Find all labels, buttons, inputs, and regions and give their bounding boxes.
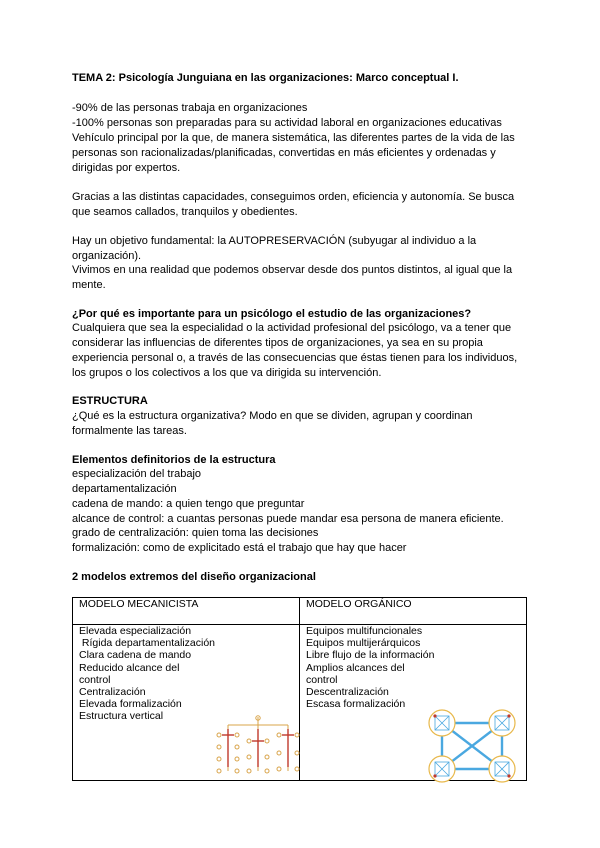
capacidades-line: Gracias a las distintas capacidades, conseguimos orden, eficiencia y autonomía. Se busca <box>72 191 515 203</box>
capacidades-line: que seamos callados, tranquilos y obedientes. <box>72 206 298 218</box>
organico-item: Equipos multifuncionales <box>306 625 423 637</box>
mecanicista-item: Estructura vertical <box>79 710 164 723</box>
elemento-item: grado de centralización: quien toma las decisiones <box>72 527 319 539</box>
section-heading-pregunta: ¿Por qué es importante para un psicólogo el estudio de las organizaciones? <box>72 308 472 320</box>
organico-header: MODELO ORGÁNICO <box>300 598 527 625</box>
intro-line: personas son racionalizadas/planificadas, convertidas en más eficientes y ordenadas y <box>72 147 496 159</box>
organico-item: control <box>306 673 338 686</box>
estructura-line: formalmente las tareas. <box>72 425 187 437</box>
organico-item: Escasa formalización <box>306 698 406 711</box>
objetivo-line: mente. <box>72 279 106 291</box>
mecanicista-item: Centralización <box>79 686 146 699</box>
pregunta-line: los grupos o los colectivos a los que va dirigida su intervención. <box>72 367 382 379</box>
mecanicista-item: Reducido alcance del <box>79 661 180 674</box>
network-diagram-icon <box>424 707 520 785</box>
organico-item: Libre flujo de la información <box>306 649 435 662</box>
elemento-item: alcance de control: a cuantas personas puede mandar esa persona de manera eficiente. <box>72 513 504 525</box>
pregunta-line: experiencia personal o, a través de las consecuencias que éstas tienen para los individuos, <box>72 352 518 364</box>
mecanicista-item: Rígida departamentalización <box>79 637 215 650</box>
section-heading-elementos: Elementos definitorios de la estructura <box>72 454 276 466</box>
mecanicista-item: Elevada formalización <box>79 698 182 711</box>
organico-item: Equipos multijerárquicos <box>306 637 421 650</box>
elemento-item: especialización del trabajo <box>72 468 202 480</box>
pregunta-line: considerar las influencias de diferentes tipos de organizaciones, ya sea en su propia <box>72 337 483 349</box>
objetivo-line: organización). <box>72 250 142 262</box>
mecanicista-item: control <box>79 673 111 686</box>
elemento-item: cadena de mando: a quien tengo que preguntar <box>72 498 305 510</box>
page-title: TEMA 2: Psicología Junguiana en las organizaciones: Marco conceptual I. <box>72 72 459 84</box>
intro-line: -100% personas son preparadas para su actividad laboral en organizaciones educativas <box>72 117 502 129</box>
estructura-line: ¿Qué es la estructura organizativa? Modo en que se dividen, agrupan y coordinan <box>72 410 473 422</box>
intro-line: Vehículo principal por la que, de manera sistemática, las diferentes partes de la vida de las <box>72 132 515 144</box>
organico-cell <box>300 625 527 781</box>
organico-item: Amplios alcances del <box>306 661 405 674</box>
objetivo-line: Hay un objetivo fundamental: la AUTOPRESERVACIÓN (subyugar al individuo a la <box>72 235 477 247</box>
models-table <box>72 597 527 781</box>
intro-line: -90% de las personas trabaja en organizaciones <box>72 102 308 114</box>
organico-item: Descentralización <box>306 686 389 699</box>
mecanicista-item: Clara cadena de mando <box>79 649 192 662</box>
elemento-item: formalización: como de explicitado está el trabajo que hay que hacer <box>72 542 407 554</box>
mecanicista-header: MODELO MECANICISTA <box>73 598 300 625</box>
mecanicista-cell <box>73 625 300 781</box>
section-heading-modelos: 2 modelos extremos del diseño organizacional <box>72 571 316 583</box>
pregunta-line: Cualquiera que sea la especialidad o la actividad profesional del psicólogo, va a tener que <box>72 322 512 334</box>
objetivo-line: Vivimos en una realidad que podemos observar desde dos puntos distintos, al igual que la <box>72 264 513 276</box>
section-heading-estructura: ESTRUCTURA <box>72 395 148 407</box>
intro-line: dirigidas por expertos. <box>72 162 181 174</box>
mecanicista-item: Elevada especialización <box>79 625 192 637</box>
elemento-item: departamentalización <box>72 483 177 495</box>
hierarchy-diagram-icon <box>213 715 303 777</box>
